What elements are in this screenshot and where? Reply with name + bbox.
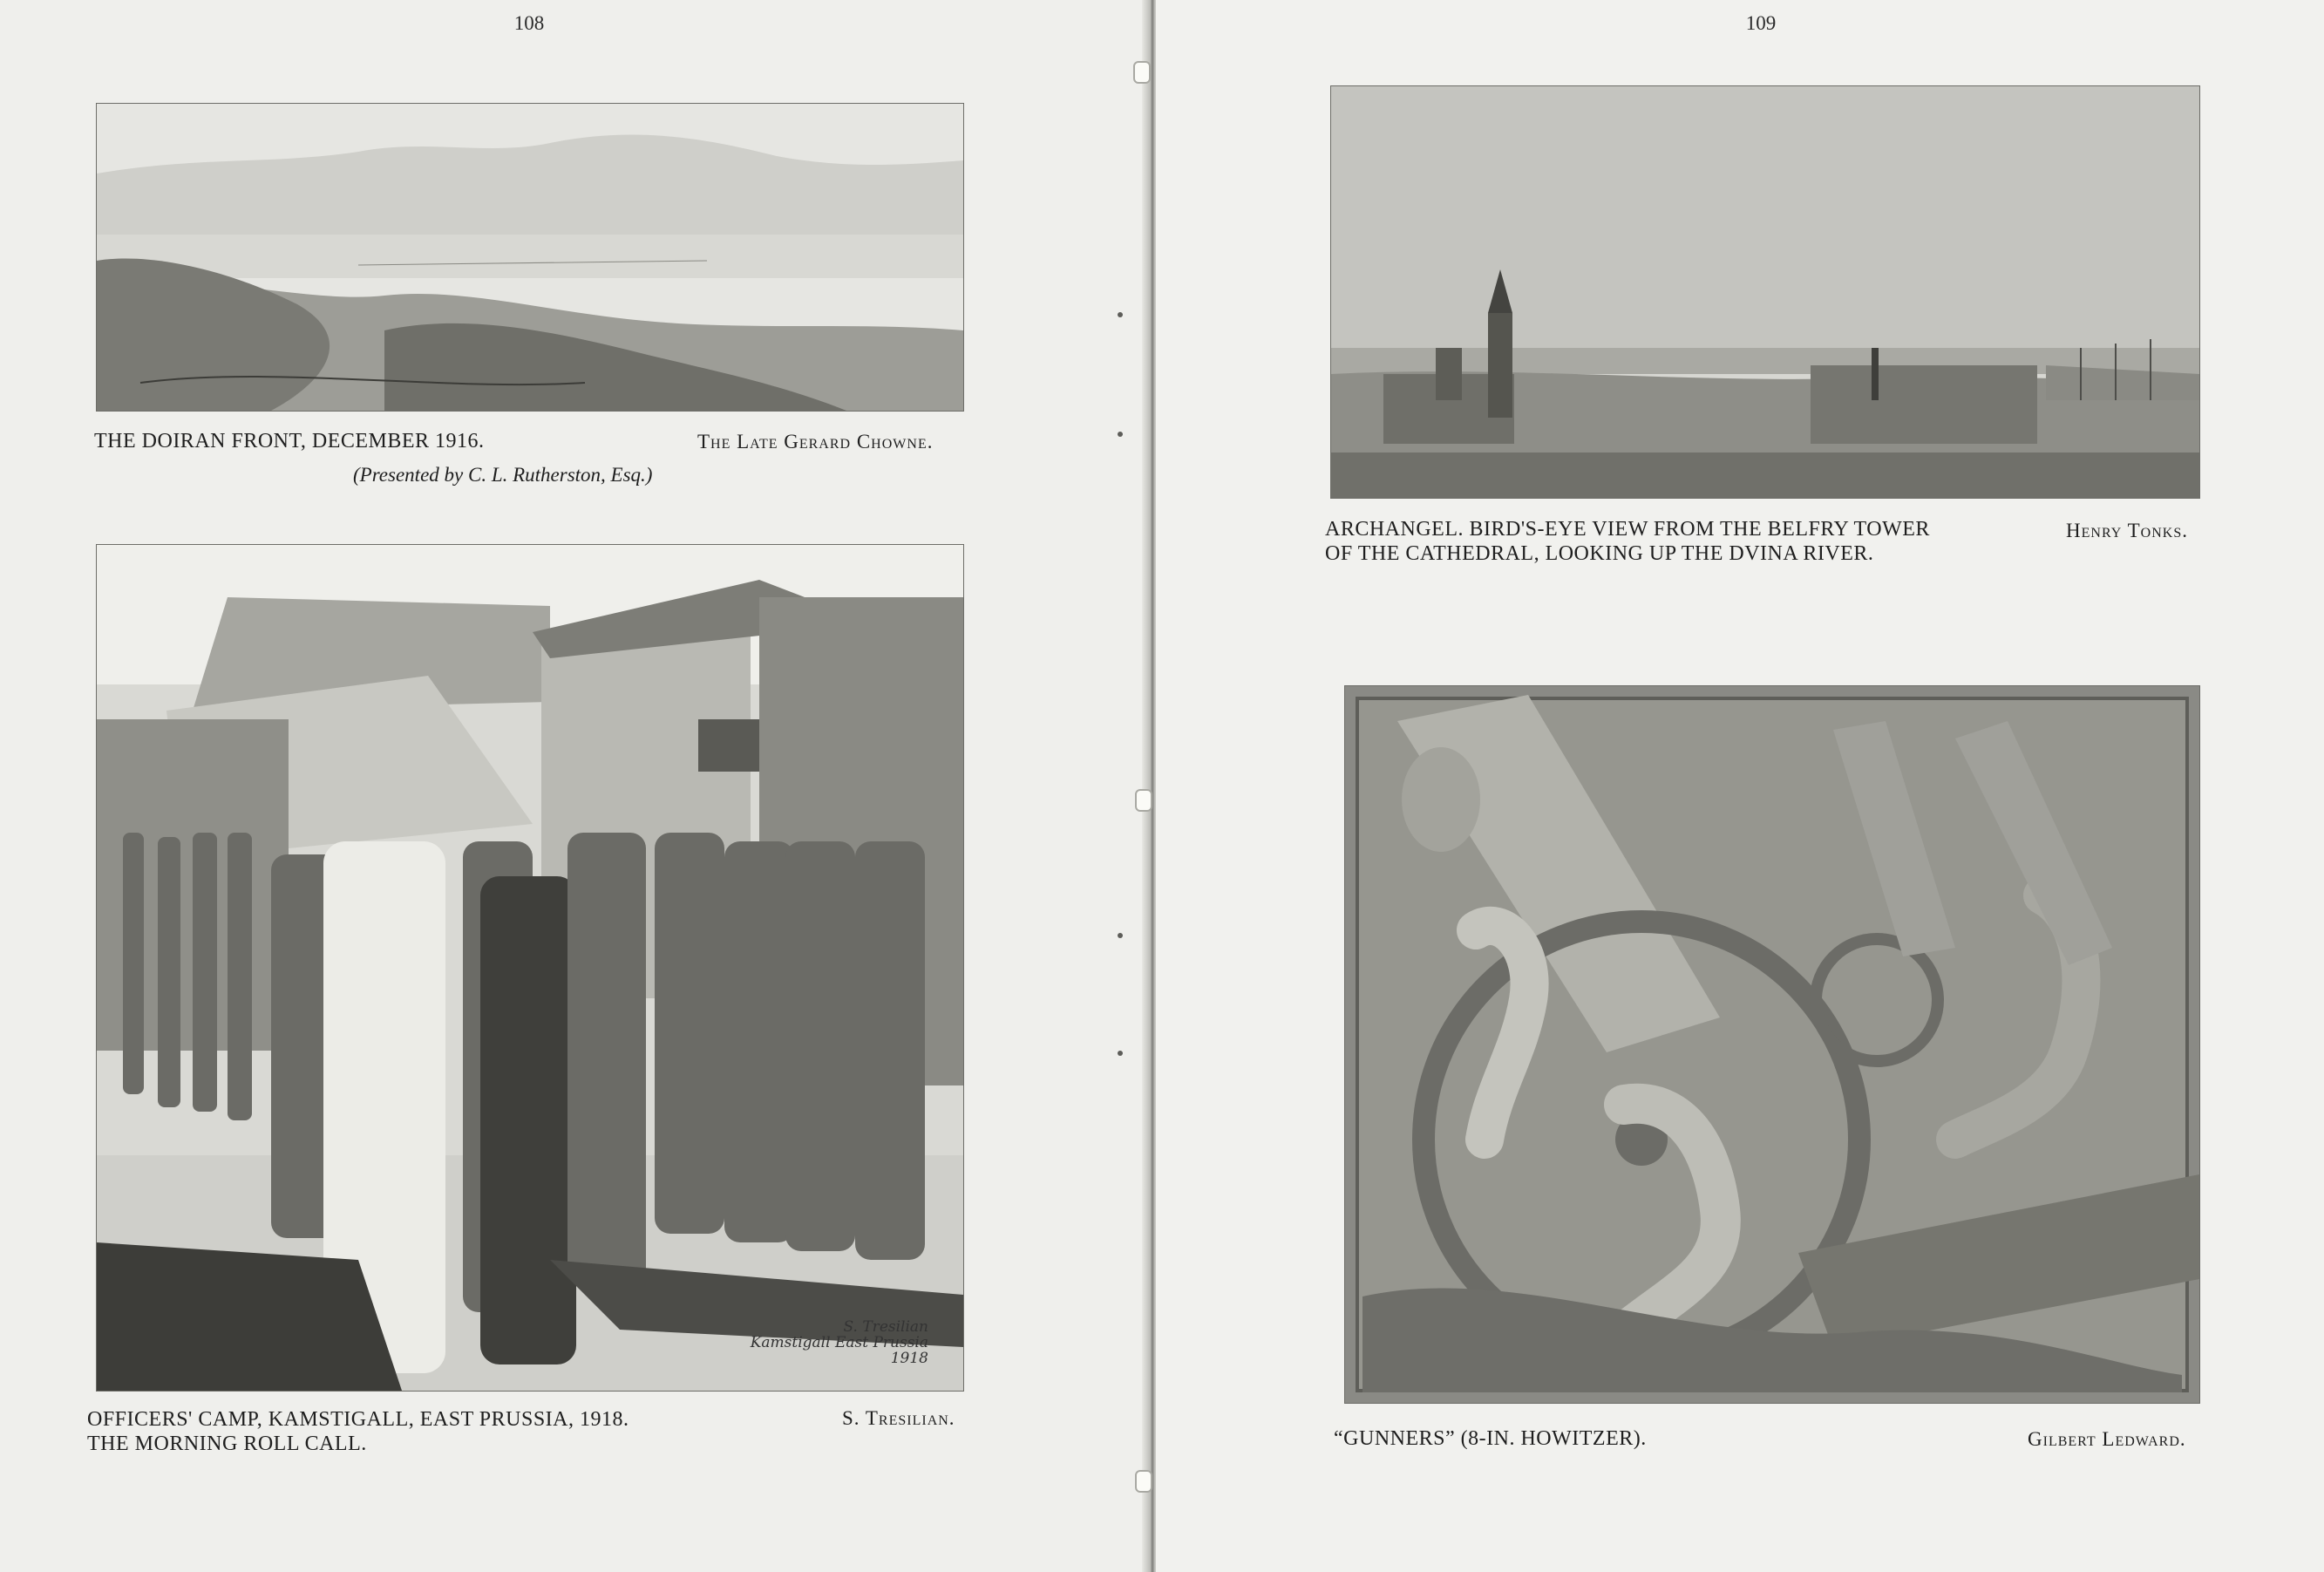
gunners-title: “GUNNERS” (8-IN. HOWITZER). [1334, 1427, 1647, 1450]
page-number-left: 108 [513, 12, 545, 34]
doiran-front-illustration [96, 103, 964, 412]
binding-hole [1118, 1051, 1123, 1056]
left-page [0, 0, 1151, 1572]
signature-line-3: 1918 [890, 1350, 928, 1367]
officers-camp-artist: S. Tresilian. [842, 1407, 955, 1429]
binding-stitch-bottom [1135, 1470, 1152, 1493]
signature-line-1: S. Tresilian [843, 1318, 928, 1336]
doiran-front-caption [94, 429, 485, 453]
archangel-title-line-2: OF THE CATHEDRAL, LOOKING UP THE DVINA RIVER. [1325, 542, 1874, 565]
gunners-relief-illustration [1344, 685, 2200, 1404]
doiran-front-credit: (Presented by C. L. Rutherston, Esq.) [353, 464, 653, 486]
archangel-title-line-1: ARCHANGEL. BIRD'S-EYE VIEW FROM THE BELFRY TOWER [1325, 518, 1930, 541]
archangel-illustration [1330, 85, 2200, 499]
right-page [1156, 0, 2324, 1572]
signature-line-2: Kamstigall East Prussia [750, 1334, 928, 1351]
archangel-artist: Henry Tonks. [2066, 520, 2188, 541]
officers-camp-drawing [97, 545, 963, 1391]
gunners-relief-sculpture [1345, 686, 2199, 1403]
doiran-front-title: THE DOIRAN FRONT, DECEMBER 1916. [94, 430, 485, 453]
binding-stitch-middle [1135, 789, 1152, 812]
gunners-caption [1334, 1426, 1647, 1451]
officers-camp-illustration [96, 544, 964, 1392]
doiran-front-artist: The Late Gerard Chowne. [697, 431, 934, 453]
binding-hole [1118, 432, 1123, 437]
officers-camp-title-line-2: THE MORNING ROLL CALL. [87, 1432, 367, 1455]
binding-hole [1118, 933, 1123, 938]
binding-stitch-top [1133, 61, 1151, 84]
doiran-landscape-drawing [97, 104, 963, 411]
page-number-right: 109 [1745, 12, 1777, 34]
archangel-caption [1325, 517, 1930, 566]
artist-signature [751, 1319, 928, 1366]
officers-camp-caption [87, 1407, 629, 1456]
archangel-drawing [1331, 86, 2199, 498]
officers-camp-title-line-1: OFFICERS' CAMP, KAMSTIGALL, EAST PRUSSIA, 1918. [87, 1408, 629, 1431]
gunners-artist: Gilbert Ledward. [2028, 1428, 2186, 1450]
binding-hole [1118, 312, 1123, 317]
